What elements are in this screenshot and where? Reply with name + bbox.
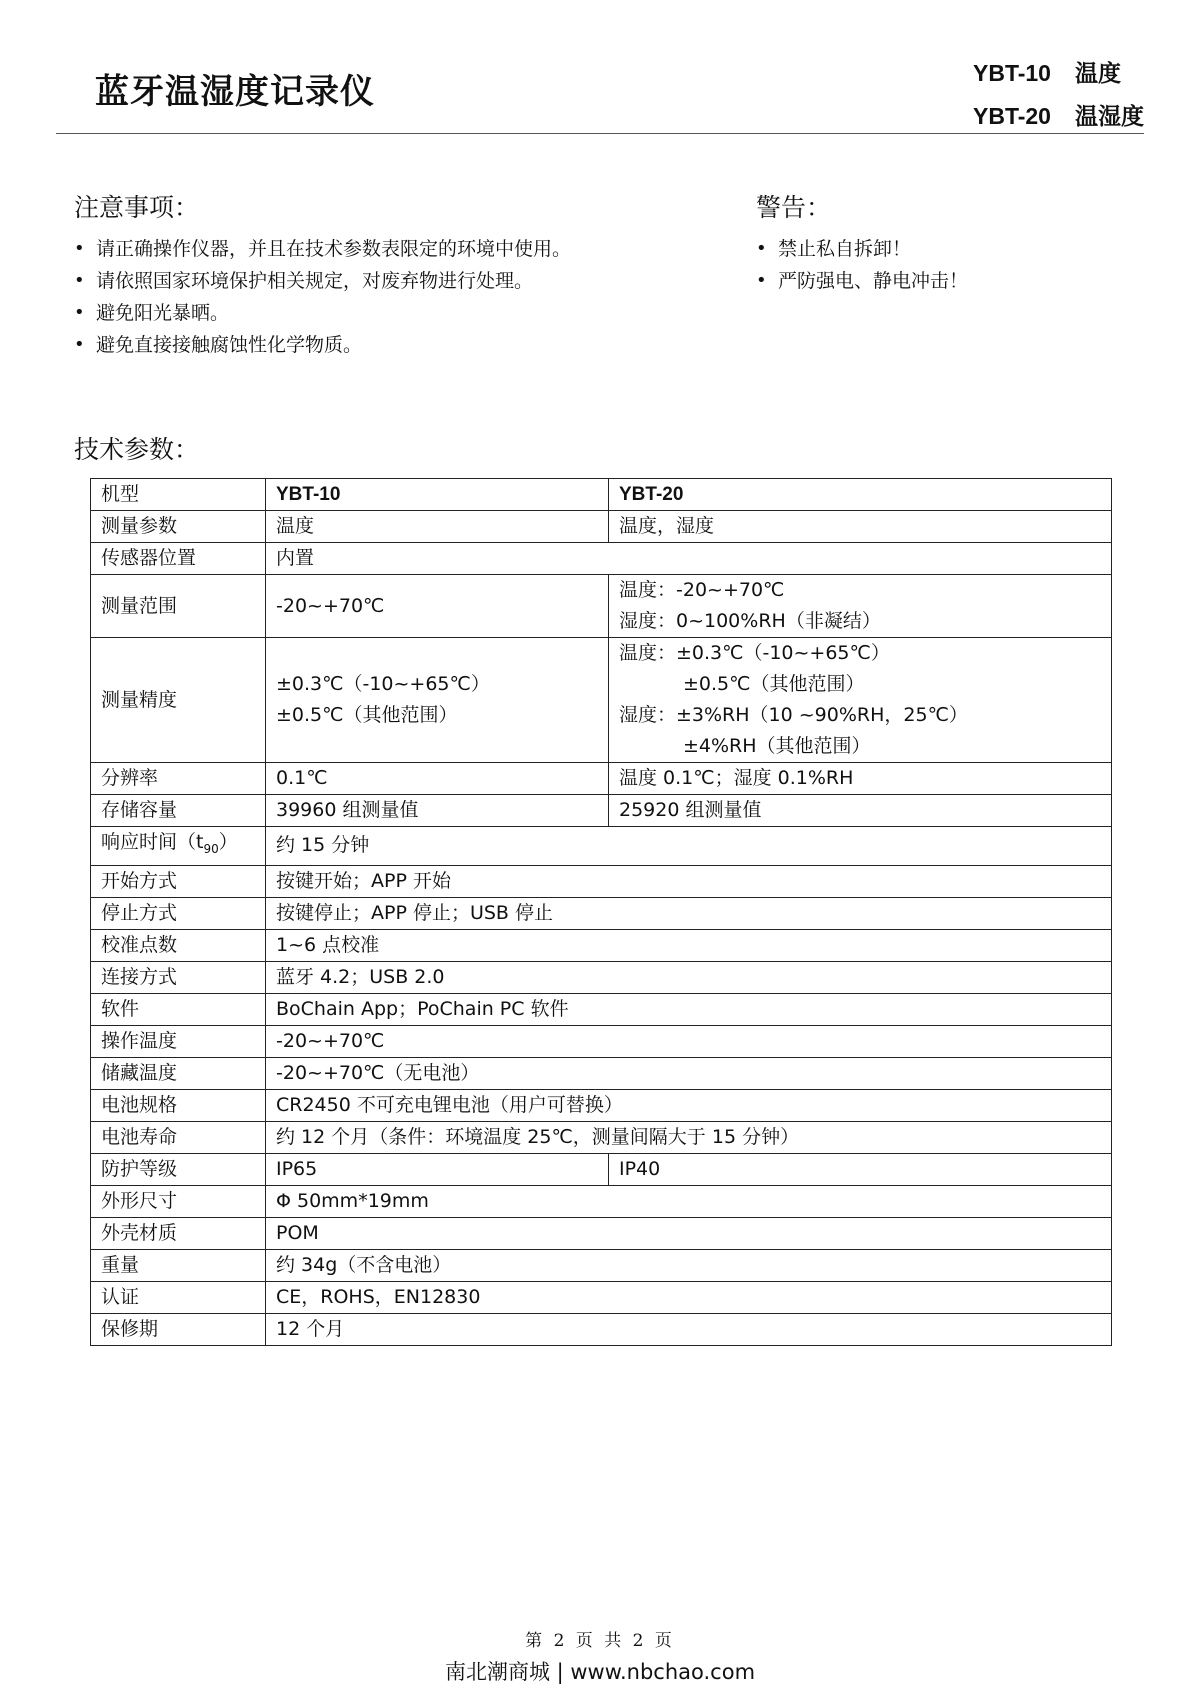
list-item: • 请依照国家环境保护相关规定，对废弃物进行处理。 — [74, 265, 571, 297]
spec-value: 39960 组测量值 — [266, 795, 609, 827]
spec-label: 重量 — [91, 1249, 266, 1281]
spec-value — [266, 638, 609, 763]
spec-label — [91, 827, 266, 866]
column-header-ybt20: YBT-20 — [609, 479, 1112, 511]
model-type: 温度 — [1075, 61, 1121, 87]
table-row — [91, 638, 1112, 763]
spec-value: Φ 50mm*19mm — [266, 1185, 1112, 1217]
spec-label: 储藏温度 — [91, 1057, 266, 1089]
spec-value: 温度，湿度 — [609, 511, 1112, 543]
spec-value: 约 34g（不含电池） — [266, 1249, 1112, 1281]
model-code: YBT-10 — [973, 60, 1051, 86]
spec-label: 传感器位置 — [91, 543, 266, 575]
list-item: • 避免直接接触腐蚀性化学物质。 — [74, 329, 571, 361]
notes-heading: 注意事项： — [74, 193, 200, 222]
spec-label: 测量范围 — [91, 575, 266, 638]
table-row — [91, 795, 1112, 827]
spec-value — [609, 638, 1112, 763]
table-row — [91, 1089, 1112, 1121]
spec-label: 存储容量 — [91, 795, 266, 827]
spec-line: ±0.3℃（-10~+65℃） — [276, 673, 490, 695]
spec-label: 测量参数 — [91, 511, 266, 543]
spec-value: 0.1℃ — [266, 763, 609, 795]
spec-value: 约 12 个月（条件：环境温度 25℃，测量间隔大于 15 分钟） — [266, 1121, 1112, 1153]
model-line — [973, 52, 1144, 95]
table-row — [91, 1185, 1112, 1217]
spec-value: IP65 — [266, 1153, 609, 1185]
spec-label: 软件 — [91, 993, 266, 1025]
spec-value: POM — [266, 1217, 1112, 1249]
table-row — [91, 827, 1112, 866]
spec-line: 湿度：0~100%RH（非凝结） — [619, 610, 881, 632]
warning-list — [756, 233, 968, 297]
notes-list — [74, 233, 571, 361]
spec-label: 认证 — [91, 1281, 266, 1313]
spec-label: 停止方式 — [91, 897, 266, 929]
spec-label: 分辨率 — [91, 763, 266, 795]
label-text: ） — [218, 831, 238, 853]
spec-value: 蓝牙 4.2；USB 2.0 — [266, 961, 1112, 993]
spec-label: 测量精度 — [91, 638, 266, 763]
warning-heading: 警告： — [756, 193, 832, 222]
column-header-ybt10: YBT-10 — [266, 479, 609, 511]
list-item: • 禁止私自拆卸！ — [756, 233, 968, 265]
spec-value: CE，ROHS，EN12830 — [266, 1281, 1112, 1313]
table-row — [91, 897, 1112, 929]
spec-value: -20~+70℃ — [266, 1025, 1112, 1057]
list-item: • 避免阳光暴晒。 — [74, 297, 571, 329]
list-item: • 请正确操作仪器，并且在技术参数表限定的环境中使用。 — [74, 233, 571, 265]
spec-line: ±4%RH（其他范围） — [683, 735, 871, 757]
table-row — [91, 479, 1112, 511]
model-type: 温湿度 — [1075, 104, 1144, 130]
table-row — [91, 1217, 1112, 1249]
spec-label: 防护等级 — [91, 1153, 266, 1185]
footer-site: 南北潮商城 | www.nbchao.com — [444, 1660, 756, 1684]
spec-line: 湿度：±3%RH（10 ~90%RH，25℃） — [619, 704, 968, 726]
spec-value — [609, 575, 1112, 638]
spec-label: 电池寿命 — [91, 1121, 266, 1153]
label-subscript: 90 — [203, 841, 219, 856]
label-text: 响应时间（t — [101, 831, 204, 853]
spec-value: IP40 — [609, 1153, 1112, 1185]
model-list — [973, 52, 1144, 138]
spec-label: 保修期 — [91, 1313, 266, 1345]
document-title: 蓝牙温湿度记录仪 — [95, 72, 375, 112]
table-row — [91, 1057, 1112, 1089]
table-row — [91, 1025, 1112, 1057]
spec-value: 温度 — [266, 511, 609, 543]
table-row — [91, 575, 1112, 638]
table-row — [91, 993, 1112, 1025]
spec-label: 外壳材质 — [91, 1217, 266, 1249]
spec-value: 温度 0.1℃；湿度 0.1%RH — [609, 763, 1112, 795]
table-row — [91, 1249, 1112, 1281]
specs-heading: 技术参数： — [74, 435, 200, 464]
list-item: • 严防强电、静电冲击！ — [756, 265, 968, 297]
table-row — [91, 865, 1112, 897]
table-row — [91, 543, 1112, 575]
spec-value: 约 15 分钟 — [266, 827, 1112, 866]
spec-label: 校准点数 — [91, 929, 266, 961]
model-code: YBT-20 — [973, 103, 1051, 129]
spec-value: BoChain App；PoChain PC 软件 — [266, 993, 1112, 1025]
spec-label: 电池规格 — [91, 1089, 266, 1121]
spec-label: 操作温度 — [91, 1025, 266, 1057]
spec-label: 机型 — [91, 479, 266, 511]
model-line — [973, 95, 1144, 138]
spec-value: 1~6 点校准 — [266, 929, 1112, 961]
table-row — [91, 929, 1112, 961]
spec-value: 按键开始；APP 开始 — [266, 865, 1112, 897]
spec-line: 温度：-20~+70℃ — [619, 579, 785, 601]
table-row — [91, 1153, 1112, 1185]
spec-value: 12 个月 — [266, 1313, 1112, 1345]
spec-label: 连接方式 — [91, 961, 266, 993]
page-number: 第 2 页 共 2 页 — [525, 1631, 675, 1651]
spec-value: -20~+70℃（无电池） — [266, 1057, 1112, 1089]
spec-line: 温度：±0.3℃（-10~+65℃） — [619, 642, 890, 664]
table-row — [91, 763, 1112, 795]
spec-line: ±0.5℃（其他范围） — [276, 704, 458, 726]
spec-value: 内置 — [266, 543, 1112, 575]
spec-label: 开始方式 — [91, 865, 266, 897]
spec-value: -20~+70℃ — [266, 575, 609, 638]
table-row — [91, 511, 1112, 543]
spec-value: 按键停止；APP 停止；USB 停止 — [266, 897, 1112, 929]
table-row — [91, 1313, 1112, 1345]
spec-table — [90, 478, 1112, 1346]
table-row — [91, 1121, 1112, 1153]
spec-label: 外形尺寸 — [91, 1185, 266, 1217]
table-row — [91, 1281, 1112, 1313]
table-row — [91, 961, 1112, 993]
header-divider — [56, 133, 1144, 134]
spec-value: 25920 组测量值 — [609, 795, 1112, 827]
spec-line: ±0.5℃（其他范围） — [683, 673, 865, 695]
spec-value: CR2450 不可充电锂电池（用户可替换） — [266, 1089, 1112, 1121]
